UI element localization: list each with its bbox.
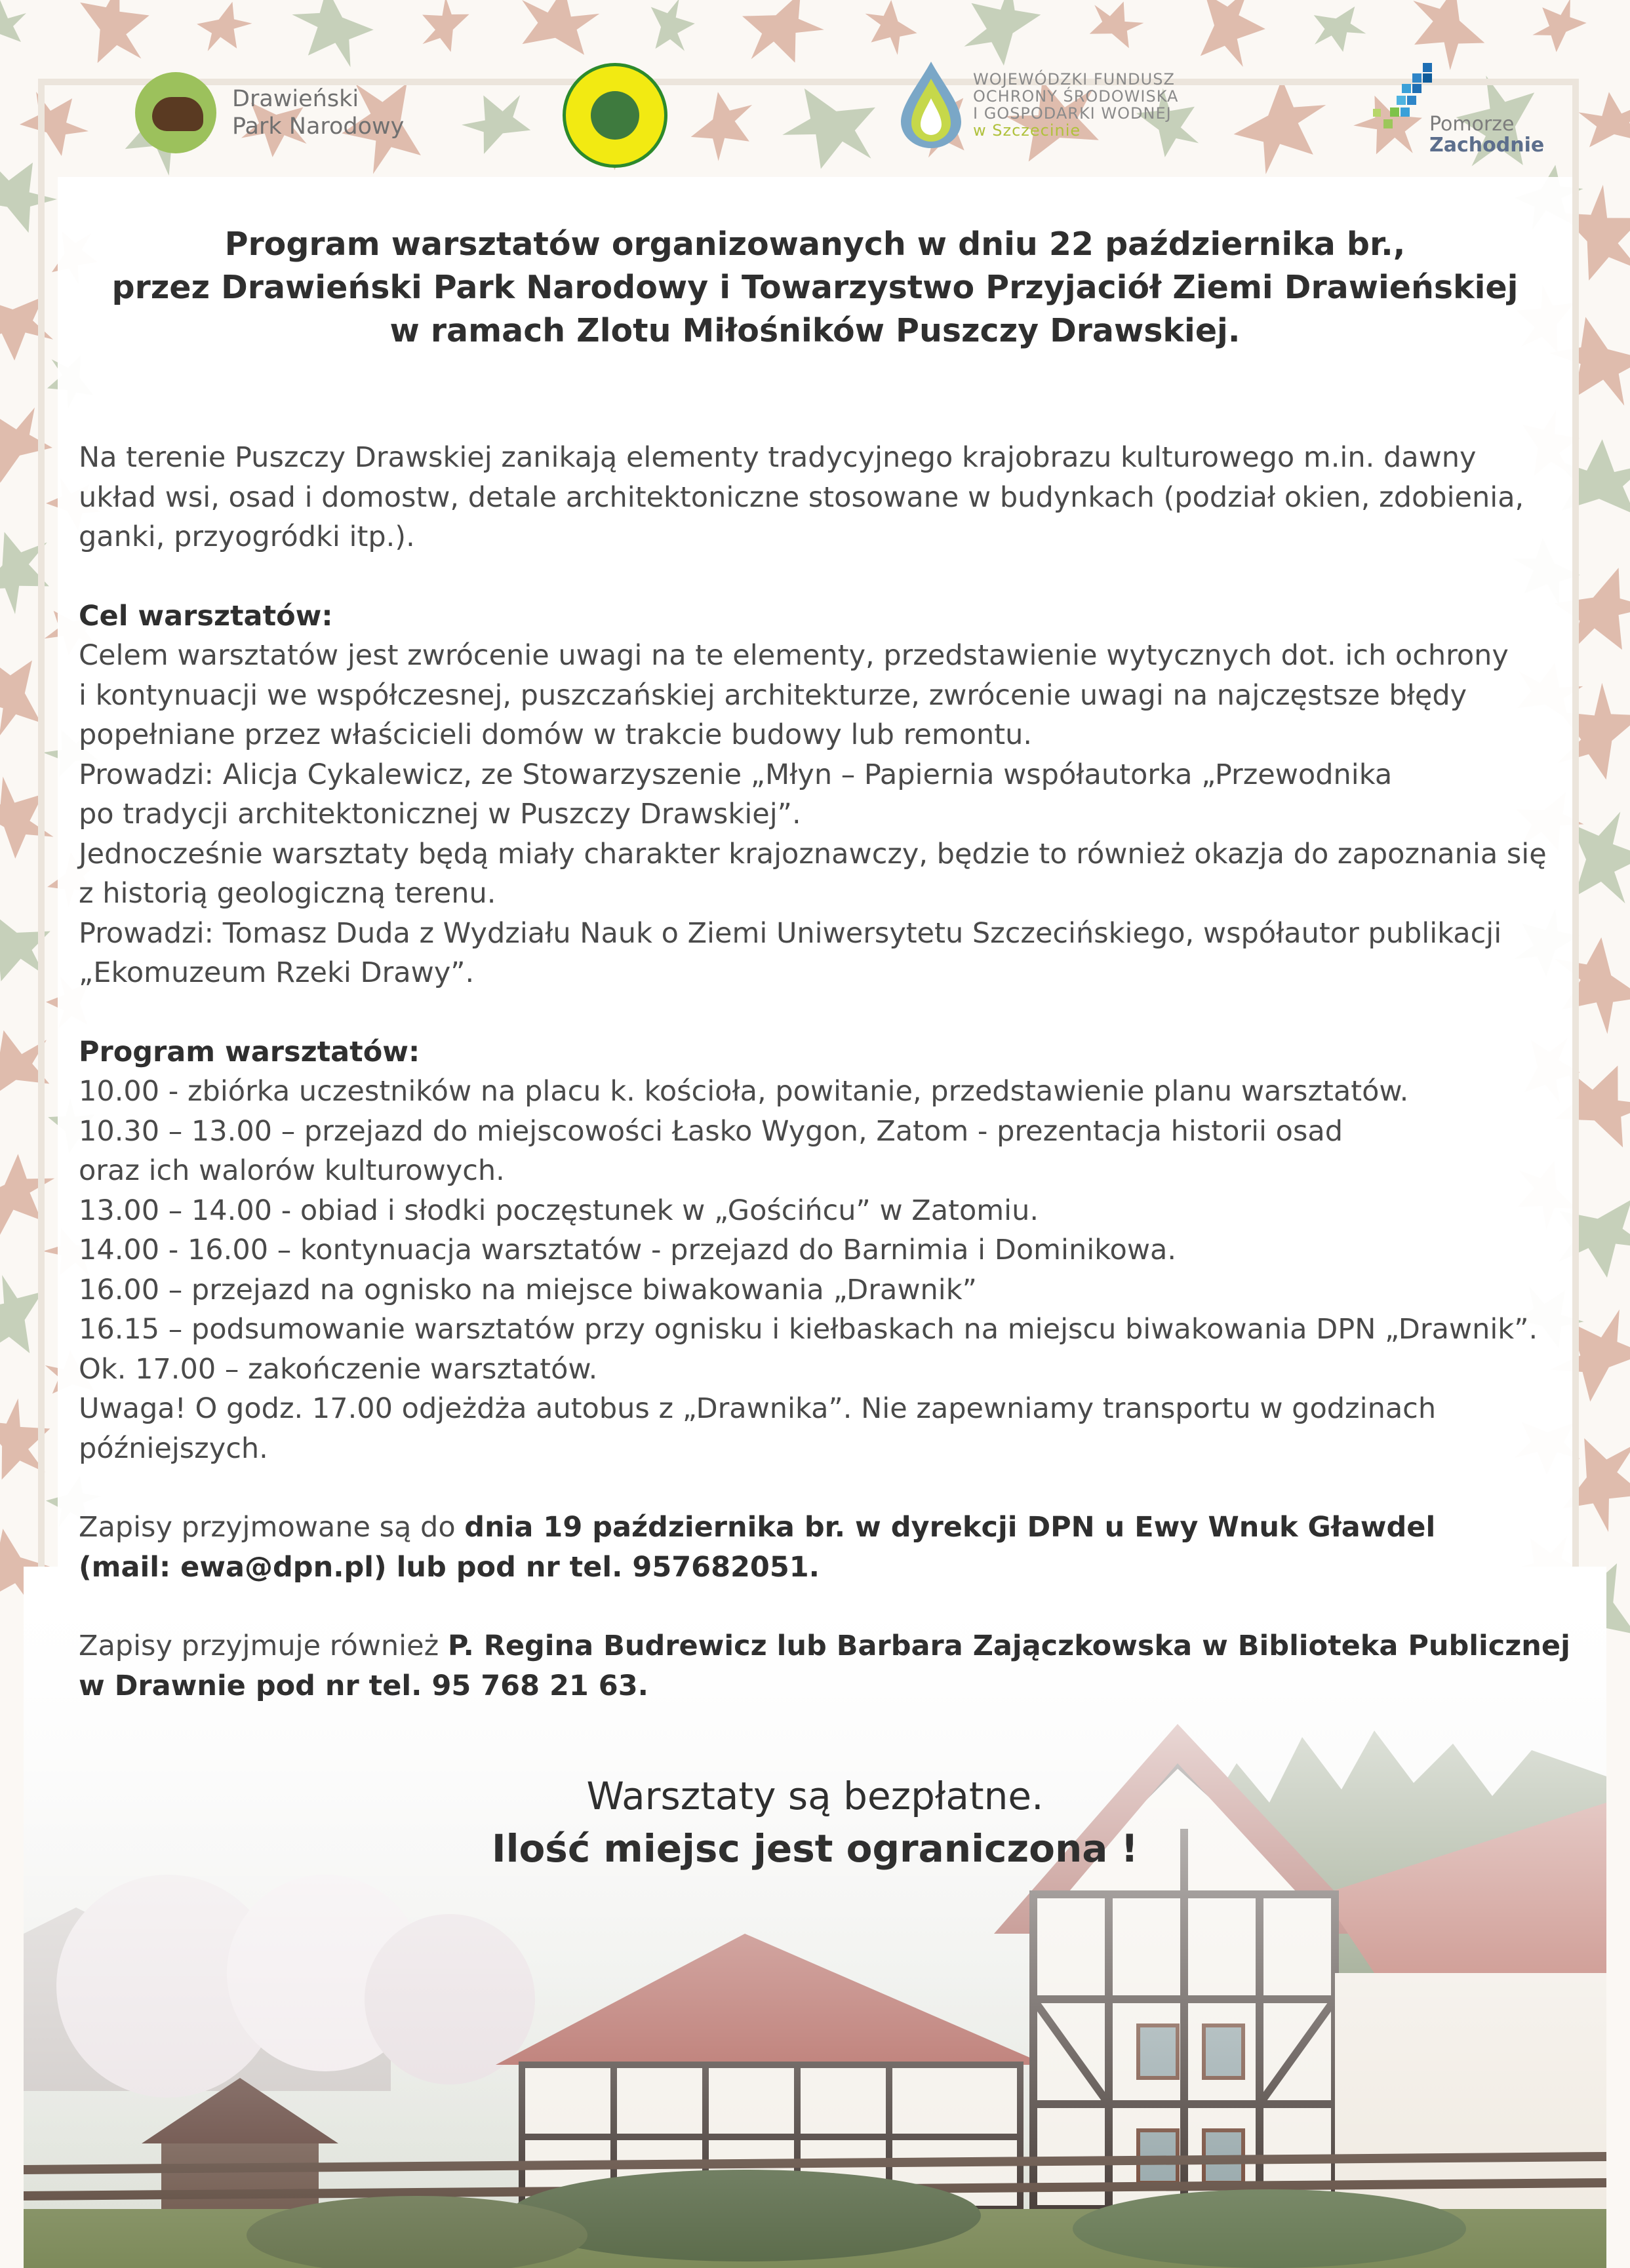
registration-dpn	[79, 1508, 1574, 1587]
limited-places-note: Ilość miejsc jest ograniczona !	[491, 1826, 1139, 1871]
registration-dpn-contact: (mail: ewa@dpn.pl) lub pod nr tel. 957682051.	[79, 1550, 820, 1584]
goal-line: Celem warsztatów jest zwrócenie uwagi na te elementy, przedstawienie wytycznych dot. ich ochrony	[79, 639, 1509, 672]
program-line: 16.00 – przejazd na ognisko na miejsce biwakowania „Drawnik”	[79, 1273, 977, 1306]
maple-leaf-icon	[192, 0, 259, 62]
maple-leaf-icon	[1309, 5, 1369, 57]
wfos-line2: OCHRONY ŚRODOWISKA	[973, 87, 1179, 106]
maple-leaf-icon	[1084, 0, 1148, 50]
main-content	[79, 223, 1574, 1706]
program-line: Ok. 17.00 – zakończenie warsztatów.	[79, 1352, 598, 1386]
registration-library-contact: w Drawnie pod nr tel. 95 768 21 63.	[79, 1669, 648, 1702]
intro-paragraph	[79, 438, 1574, 557]
registration-dpn-prefix: Zapisy przyjmowane są do	[79, 1511, 465, 1544]
program-line: 10.30 – 13.00 – przejazd do miejscowości Łasko Wygon, Zatom - prezentacja historii osad	[79, 1114, 1343, 1148]
closing-note	[0, 1770, 1630, 1875]
water-drop-icon	[898, 59, 964, 151]
program-line: późniejszych.	[79, 1432, 268, 1465]
maple-leaf-icon	[1200, 0, 1268, 68]
society-seal-icon	[563, 63, 667, 168]
registration-library-prefix: Zapisy przyjmuje również	[79, 1630, 448, 1662]
goal-line: Prowadzi: Alicja Cykalewicz, ze Stowarzyszenie „Młyn – Papiernia współautorka „Przewodnika	[79, 758, 1393, 791]
dpn-logo	[135, 72, 404, 153]
free-of-charge-note: Warsztaty są bezpłatne.	[586, 1774, 1044, 1818]
wfos-line4: w Szczecinie	[973, 121, 1081, 140]
intro-line: ganki, przyogródki itp.).	[79, 520, 415, 553]
pz-line2: Zachodnie	[1429, 134, 1545, 157]
wfos-line3: I GOSPODARKI WODNEJ	[973, 104, 1172, 123]
goal-line: Jednocześnie warsztaty będą miały charakter krajoznawczy, będzie to również okazja do zapoznania się	[79, 837, 1547, 870]
registration-library-details: P. Regina Budrewicz lub Barbara Zajączkowska w Biblioteka Publicznej	[447, 1630, 1570, 1662]
title-line1: Program warsztatów organizowanych w dniu 22 października br.,	[224, 225, 1406, 263]
goal-line: po tradycji architektonicznej w Puszczy Drawskiej”.	[79, 798, 801, 831]
program-line: 14.00 - 16.00 – kontynuacja warsztatów - przejazd do Barnimia i Dominikowa.	[79, 1234, 1177, 1266]
tpzd-logo	[563, 63, 667, 168]
maple-leaf-icon	[855, 0, 921, 63]
otter-icon	[135, 72, 216, 153]
maple-leaf-icon	[0, 653, 42, 739]
goal-section	[79, 596, 1574, 993]
dpn-logo-line1: Drawieński	[232, 86, 359, 112]
goal-line: z historią geologiczną terenu.	[79, 877, 496, 910]
program-line: oraz ich walorów kulturowych.	[79, 1154, 505, 1187]
intro-line: układ wsi, osad i domostw, detale architektoniczne stosowane w budynkach (podział okien, zdobienia,	[79, 480, 1524, 514]
pz-line1: Pomorze	[1429, 113, 1515, 136]
program-section	[79, 1032, 1574, 1469]
wfos-logo	[898, 59, 1178, 151]
program-line: 13.00 – 14.00 - obiad i słodki poczęstunek w „Gościńcu” w Zatomiu.	[79, 1194, 1039, 1227]
goal-line: i kontynuacji we współczesnej, puszczańskiej architekturze, zwrócenie uwagi na najczęstsze błędy	[79, 678, 1467, 712]
registration-library	[79, 1626, 1574, 1706]
maple-leaf-icon	[1570, 810, 1630, 906]
program-line: 16.15 – podsumowanie warsztatów przy ognisku i kiełbaskach na miejscu biwakowania DPN „Drawnik”.	[79, 1313, 1538, 1346]
maple-leaf-icon	[411, 0, 472, 56]
maple-leaf-icon	[515, 0, 603, 56]
goal-line: popełniane przez właścicieli domów w trakcie budowy lub remontu.	[79, 718, 1033, 751]
dpn-logo-line2: Park Narodowy	[232, 113, 405, 140]
intro-line: Na terenie Puszczy Drawskiej zanikają elementy tradycyjnego krajobrazu kulturowego m.in. dawny	[79, 441, 1477, 474]
goal-line: „Ekomuzeum Rzeki Drawy”.	[79, 956, 475, 989]
maple-leaf-icon	[1523, 0, 1590, 56]
registration-dpn-details: dnia 19 października br. w dyrekcji DPN u Ewy Wnuk Gławdel	[464, 1511, 1436, 1544]
goal-line: Prowadzi: Tomasz Duda z Wydziału Nauk o Ziemi Uniwersytetu Szczecińskiego, współautor publikacji	[79, 916, 1502, 950]
title-line2: przez Drawieński Park Narodowy i Towarzystwo Przyjaciół Ziemi Drawieńskiej	[111, 269, 1519, 306]
goal-heading: Cel warsztatów:	[79, 599, 333, 633]
maple-leaf-icon	[650, 0, 698, 54]
logo-bar	[0, 59, 1630, 157]
pomorze-zachodnie-logo	[1370, 59, 1545, 157]
program-line: 10.00 - zbiórka uczestników na placu k. kościoła, powitanie, przedstawienie planu warsztatów.	[79, 1075, 1409, 1108]
page-title	[0, 223, 1630, 353]
program-heading: Program warsztatów:	[79, 1035, 420, 1068]
wfos-line1: WOJEWÓDZKI FUNDUSZ	[973, 70, 1175, 88]
title-line3: w ramach Zlotu Miłośników Puszczy Drawskiej.	[389, 312, 1241, 349]
maple-leaf-icon	[0, 0, 26, 42]
program-line: Uwaga! O godz. 17.00 odjeżdża autobus z „Drawnika”. Nie zapewniamy transportu w godzinach	[79, 1392, 1437, 1425]
